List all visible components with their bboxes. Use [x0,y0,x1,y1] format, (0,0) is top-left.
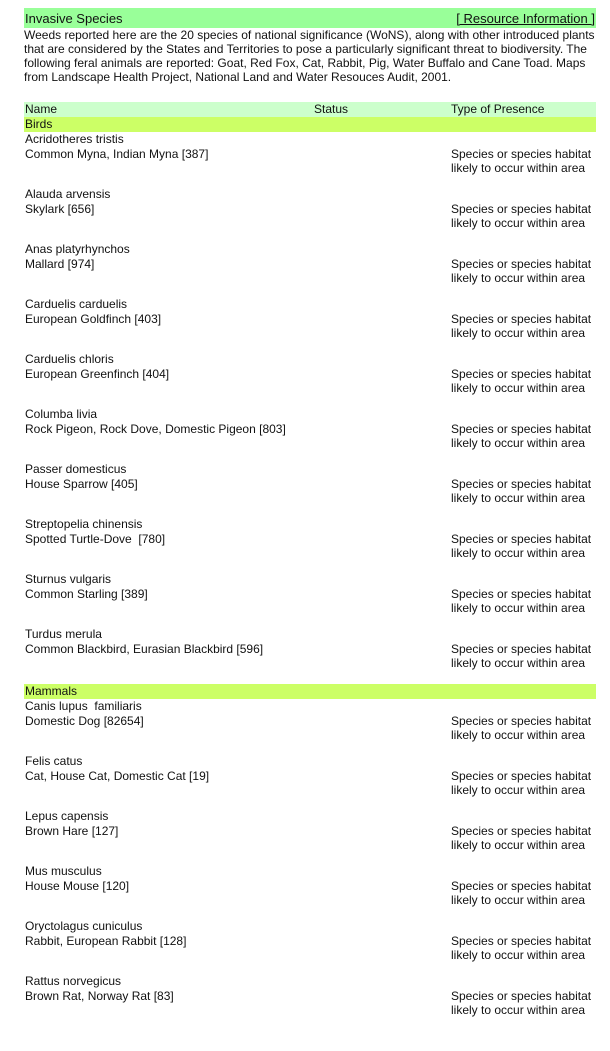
table-row [24,187,596,242]
section-title-bar [24,8,596,28]
common-name: Rabbit, European Rabbit [128] [25,934,187,948]
category-row-mammals: Mammals [24,684,596,699]
table-row [24,864,596,919]
scientific-name: Acridotheres tristis [25,132,124,146]
invasive-species-section [24,8,596,1029]
type-of-presence: Species or species habitat likely to occur within area [451,532,592,560]
common-name: House Sparrow [405] [25,477,138,491]
scientific-name: Streptopelia chinensis [25,517,143,531]
common-name: Common Blackbird, Eurasian Blackbird [596] [25,642,264,656]
table-row [24,809,596,864]
scientific-name: Turdus merula [25,627,102,641]
common-name: Rock Pigeon, Rock Dove, Domestic Pigeon [803] [25,422,286,436]
scientific-name: Rattus norvegicus [25,974,122,988]
table-row [24,919,596,974]
column-header-status: Status [314,102,349,116]
type-of-presence: Species or species habitat likely to occur within area [451,989,592,1017]
type-of-presence: Species or species habitat likely to occur within area [451,769,592,797]
scientific-name: Passer domesticus [25,462,127,476]
common-name: House Mouse [120] [25,879,130,893]
type-of-presence: Species or species habitat likely to occur within area [451,824,592,852]
species-table-body [24,117,596,1029]
type-of-presence: Species or species habitat likely to occur within area [451,934,592,962]
section-title: Invasive Species [25,10,123,26]
scientific-name: Anas platyrhynchos [25,242,130,256]
scientific-name: Carduelis chloris [25,352,114,366]
scientific-name: Sturnus vulgaris [25,572,112,586]
scientific-name: Canis lupus familiaris [25,699,142,713]
type-of-presence: Species or species habitat likely to occur within area [451,587,592,615]
type-of-presence: Species or species habitat likely to occur within area [451,714,592,742]
type-of-presence: Species or species habitat likely to occur within area [451,367,592,395]
common-name: Common Starling [389] [25,587,148,601]
common-name: Spotted Turtle-Dove [780] [25,532,166,546]
type-of-presence: Species or species habitat likely to occur within area [451,257,592,285]
scientific-name: Oryctolagus cuniculus [25,919,143,933]
table-row [24,517,596,572]
common-name: Skylark [656] [25,202,95,216]
column-header-name: Name [25,102,58,116]
type-of-presence: Species or species habitat likely to occur within area [451,312,592,340]
table-row [24,132,596,187]
table-row [24,352,596,407]
type-of-presence: Species or species habitat likely to occur within area [451,477,592,505]
table-row [24,974,596,1029]
table-row [24,407,596,462]
scientific-name: Lepus capensis [25,809,109,823]
common-name: European Greenfinch [404] [25,367,170,381]
table-row [24,572,596,627]
table-row [24,462,596,517]
resource-information-link[interactable]: [ Resource Information ] [456,10,595,26]
scientific-name: Columba livia [25,407,98,421]
common-name: Brown Hare [127] [25,824,119,838]
table-row [24,754,596,809]
common-name: European Goldfinch [403] [25,312,162,326]
common-name: Brown Rat, Norway Rat [83] [25,989,174,1003]
common-name: Domestic Dog [82654] [25,714,144,728]
type-of-presence: Species or species habitat likely to occur within area [451,422,592,450]
table-row [24,297,596,352]
common-name: Common Myna, Indian Myna [387] [25,147,209,161]
section-description: Weeds reported here are the 20 species of national significance (WoNS), along with other introduced plants that are considered by the States and Territories to pose a particularly significant threat to biodiversity. The following feral animals are reported: Goat, Red Fox, Cat, Rabbit, Pig, Water Buffalo and Cane Toad. Maps from Landscape Health Project, National Land and Water Resouces Audit, 2001. [24,28,595,84]
column-header-type-of-presence: Type of Presence [451,102,545,116]
common-name: Mallard [974] [25,257,95,271]
type-of-presence: Species or species habitat likely to occur within area [451,202,592,230]
scientific-name: Felis catus [25,754,83,768]
table-row [24,242,596,297]
type-of-presence: Species or species habitat likely to occur within area [451,879,592,907]
scientific-name: Alauda arvensis [25,187,111,201]
table-row [24,699,596,754]
scientific-name: Mus musculus [25,864,102,878]
type-of-presence: Species or species habitat likely to occur within area [451,147,592,175]
type-of-presence: Species or species habitat likely to occur within area [451,642,592,670]
common-name: Cat, House Cat, Domestic Cat [19] [25,769,210,783]
scientific-name: Carduelis carduelis [25,297,128,311]
category-row-birds: Birds [24,117,596,132]
table-row [24,627,596,682]
table-header [24,102,596,117]
